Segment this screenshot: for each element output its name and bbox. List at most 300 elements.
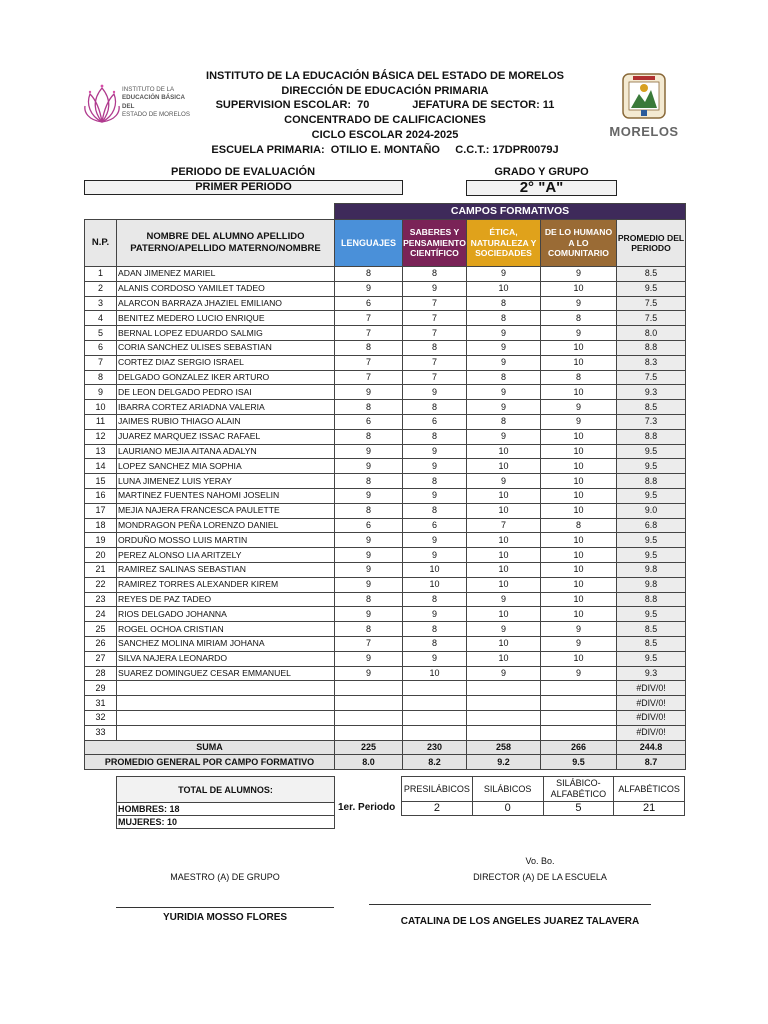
grade-saberes: 9 xyxy=(403,488,467,503)
grade-promedio: 8.5 xyxy=(617,636,686,651)
teacher-title: MAESTRO (A) DE GRUPO xyxy=(170,872,280,882)
student-name: DE LEON DELGADO PEDRO ISAI xyxy=(117,385,335,400)
row-number: 7 xyxy=(85,355,117,370)
grade-promedio: 8.8 xyxy=(617,429,686,444)
grade-saberes xyxy=(403,681,467,696)
school-cycle: CICLO ESCOLAR 2024-2025 xyxy=(311,128,459,141)
student-row xyxy=(85,311,686,326)
period-label: PERIODO DE EVALUACIÓN xyxy=(170,166,316,178)
student-row xyxy=(85,592,686,607)
grade-saberes: 10 xyxy=(403,562,467,577)
grade-etica: 9 xyxy=(467,666,541,681)
row-number: 22 xyxy=(85,577,117,592)
grade-promedio: 8.0 xyxy=(617,326,686,341)
grade-etica: 10 xyxy=(467,488,541,503)
grade-humano xyxy=(541,710,617,725)
grade-lenguajes: 8 xyxy=(335,400,403,415)
grade-promedio: 9.3 xyxy=(617,666,686,681)
director-name: CATALINA DE LOS ANGELES JUAREZ TALAVERA xyxy=(400,916,640,927)
level-silabicos-header: SILÁBICOS xyxy=(472,777,543,802)
grade-etica xyxy=(467,710,541,725)
reading-levels-table xyxy=(401,776,685,816)
grade-lenguajes xyxy=(335,725,403,740)
average-saberes: 8.2 xyxy=(403,755,467,770)
grade-promedio: 9.5 xyxy=(617,488,686,503)
student-row xyxy=(85,267,686,282)
teacher-signature-line xyxy=(116,907,334,908)
grade-saberes: 8 xyxy=(403,636,467,651)
student-name: ALARCON BARRAZA JHAZIEL EMILIANO xyxy=(117,296,335,311)
row-number: 5 xyxy=(85,326,117,341)
grade-etica xyxy=(467,696,541,711)
grade-promedio: 7.3 xyxy=(617,414,686,429)
row-number: 16 xyxy=(85,488,117,503)
row-number: 1 xyxy=(85,267,117,282)
student-row xyxy=(85,281,686,296)
grade-etica: 10 xyxy=(467,533,541,548)
row-number: 18 xyxy=(85,518,117,533)
grade-promedio: 8.5 xyxy=(617,400,686,415)
student-row xyxy=(85,488,686,503)
grade-promedio: 9.3 xyxy=(617,385,686,400)
student-name: MEJIA NAJERA FRANCESCA PAULETTE xyxy=(117,503,335,518)
period-value: PRIMER PERIODO xyxy=(84,180,403,195)
student-name: SANCHEZ MOLINA MIRIAM JOHANA xyxy=(117,636,335,651)
grade-humano: 10 xyxy=(541,281,617,296)
average-lenguajes: 8.0 xyxy=(335,755,403,770)
student-name: SILVA NAJERA LEONARDO xyxy=(117,651,335,666)
student-name: JAIMES RUBIO THIAGO ALAIN xyxy=(117,414,335,429)
group-label: GRADO Y GRUPO xyxy=(494,166,589,178)
document-title: CONCENTRADO DE CALIFICACIONES xyxy=(284,114,486,127)
grade-lenguajes: 8 xyxy=(335,622,403,637)
grade-promedio: 8.8 xyxy=(617,592,686,607)
grade-etica: 9 xyxy=(467,622,541,637)
student-name: PEREZ ALONSO LIA ARITZELY xyxy=(117,548,335,563)
student-row xyxy=(85,577,686,592)
sum-promedio: 244.8 xyxy=(617,740,686,755)
campos-formativos-header: CAMPOS FORMATIVOS xyxy=(335,204,686,220)
row-number: 24 xyxy=(85,607,117,622)
row-number: 27 xyxy=(85,651,117,666)
grade-saberes: 9 xyxy=(403,607,467,622)
average-promedio: 8.7 xyxy=(617,755,686,770)
grade-saberes: 9 xyxy=(403,385,467,400)
row-number: 23 xyxy=(85,592,117,607)
grade-humano xyxy=(541,696,617,711)
grade-humano: 9 xyxy=(541,666,617,681)
student-row xyxy=(85,518,686,533)
row-number: 10 xyxy=(85,400,117,415)
sum-row xyxy=(85,740,686,755)
director-title: DIRECTOR (A) DE LA ESCUELA xyxy=(473,872,607,882)
state-seal-icon xyxy=(621,72,667,122)
student-row xyxy=(85,474,686,489)
student-row xyxy=(85,296,686,311)
student-row xyxy=(85,370,686,385)
grade-promedio: 9.5 xyxy=(617,459,686,474)
grade-lenguajes: 9 xyxy=(335,651,403,666)
grade-saberes: 9 xyxy=(403,459,467,474)
grade-promedio: 8.5 xyxy=(617,267,686,282)
student-row xyxy=(85,355,686,370)
institute-title: INSTITUTO DE LA EDUCACIÓN BÁSICA DEL ESTADO DE MORELOS xyxy=(206,70,564,82)
grade-humano: 10 xyxy=(541,340,617,355)
grade-lenguajes: 8 xyxy=(335,592,403,607)
student-name xyxy=(117,681,335,696)
grade-humano: 10 xyxy=(541,651,617,666)
grade-etica: 8 xyxy=(467,370,541,385)
grade-etica: 8 xyxy=(467,296,541,311)
grade-promedio: 9.8 xyxy=(617,577,686,592)
row-number: 11 xyxy=(85,414,117,429)
grade-etica: 7 xyxy=(467,518,541,533)
grade-saberes: 7 xyxy=(403,370,467,385)
promedio-header: PROMEDIO DEL PERIODO xyxy=(617,220,686,267)
grade-saberes: 10 xyxy=(403,666,467,681)
student-row xyxy=(85,562,686,577)
student-name: SUAREZ DOMINGUEZ CESAR EMMANUEL xyxy=(117,666,335,681)
student-row xyxy=(85,385,686,400)
grade-lenguajes: 9 xyxy=(335,385,403,400)
direction-title: DIRECCIÓN DE EDUCACIÓN PRIMARIA xyxy=(281,84,489,97)
lotus-flower-icon xyxy=(84,82,120,126)
average-row xyxy=(85,755,686,770)
student-name: CORTEZ DIAZ SERGIO ISRAEL xyxy=(117,355,335,370)
grade-etica: 9 xyxy=(467,355,541,370)
grade-lenguajes: 8 xyxy=(335,474,403,489)
student-name: BENITEZ MEDERO LUCIO ENRIQUE xyxy=(117,311,335,326)
sum-saberes: 230 xyxy=(403,740,467,755)
grade-promedio: #DIV/0! xyxy=(617,725,686,740)
grade-promedio: 9.8 xyxy=(617,562,686,577)
average-label: PROMEDIO GENERAL POR CAMPO FORMATIVO xyxy=(85,755,335,770)
grade-promedio: 9.5 xyxy=(617,607,686,622)
student-row xyxy=(85,607,686,622)
student-name: RAMIREZ TORRES ALEXANDER KIREM xyxy=(117,577,335,592)
row-number: 15 xyxy=(85,474,117,489)
student-name: RIOS DELGADO JOHANNA xyxy=(117,607,335,622)
level-silabico-alfabetico-value: 5 xyxy=(543,802,614,816)
grade-saberes: 7 xyxy=(403,326,467,341)
grade-saberes: 9 xyxy=(403,533,467,548)
grade-saberes: 8 xyxy=(403,400,467,415)
logo-text-line: INSTITUTO DE LA xyxy=(122,86,175,93)
average-etica: 9.2 xyxy=(467,755,541,770)
grade-lenguajes: 9 xyxy=(335,444,403,459)
grade-promedio: 7.5 xyxy=(617,296,686,311)
grade-promedio: 8.8 xyxy=(617,340,686,355)
student-name: JUAREZ MARQUEZ ISSAC RAFAEL xyxy=(117,429,335,444)
grade-humano: 10 xyxy=(541,429,617,444)
row-number: 29 xyxy=(85,681,117,696)
row-number: 6 xyxy=(85,340,117,355)
grade-etica: 9 xyxy=(467,592,541,607)
student-row xyxy=(85,326,686,341)
morelos-logo xyxy=(606,72,682,144)
row-number: 14 xyxy=(85,459,117,474)
grade-etica: 10 xyxy=(467,577,541,592)
grade-etica: 10 xyxy=(467,503,541,518)
grade-lenguajes: 7 xyxy=(335,370,403,385)
grade-promedio: 9.0 xyxy=(617,503,686,518)
student-row xyxy=(85,400,686,415)
student-row xyxy=(85,622,686,637)
grade-lenguajes: 8 xyxy=(335,267,403,282)
grade-saberes: 7 xyxy=(403,296,467,311)
sum-humano: 266 xyxy=(541,740,617,755)
document-header xyxy=(160,69,610,157)
grade-saberes: 9 xyxy=(403,651,467,666)
grade-etica: 9 xyxy=(467,400,541,415)
grade-lenguajes: 7 xyxy=(335,636,403,651)
grade-humano: 9 xyxy=(541,636,617,651)
grade-lenguajes: 6 xyxy=(335,296,403,311)
grade-lenguajes xyxy=(335,681,403,696)
grade-saberes xyxy=(403,725,467,740)
grade-promedio: #DIV/0! xyxy=(617,681,686,696)
grade-humano: 8 xyxy=(541,311,617,326)
blank-header-cell xyxy=(85,204,335,220)
grade-lenguajes: 9 xyxy=(335,548,403,563)
np-header: N.P. xyxy=(85,220,117,267)
grade-lenguajes xyxy=(335,710,403,725)
grade-etica: 10 xyxy=(467,607,541,622)
level-alfabeticos-header: ALFABÉTICOS xyxy=(614,777,685,802)
vobo-label: Vo. Bo. xyxy=(525,856,555,866)
grade-etica: 9 xyxy=(467,326,541,341)
grade-saberes: 8 xyxy=(403,267,467,282)
student-row xyxy=(85,444,686,459)
grade-promedio: 6.8 xyxy=(617,518,686,533)
row-number: 31 xyxy=(85,696,117,711)
grade-lenguajes: 7 xyxy=(335,311,403,326)
student-row xyxy=(85,666,686,681)
row-number: 12 xyxy=(85,429,117,444)
grade-lenguajes: 9 xyxy=(335,607,403,622)
grade-saberes: 6 xyxy=(403,414,467,429)
grade-promedio: #DIV/0! xyxy=(617,696,686,711)
grade-promedio: 8.8 xyxy=(617,474,686,489)
grade-etica: 10 xyxy=(467,281,541,296)
grade-saberes: 7 xyxy=(403,355,467,370)
grades-table xyxy=(84,203,686,770)
grade-etica: 9 xyxy=(467,385,541,400)
group-value: 2° "A" xyxy=(466,180,617,196)
grade-lenguajes: 8 xyxy=(335,503,403,518)
grade-lenguajes: 7 xyxy=(335,326,403,341)
row-number: 13 xyxy=(85,444,117,459)
student-name xyxy=(117,696,335,711)
lenguajes-header: LENGUAJES xyxy=(335,220,403,267)
student-name: REYES DE PAZ TADEO xyxy=(117,592,335,607)
grade-saberes: 8 xyxy=(403,474,467,489)
grade-humano: 10 xyxy=(541,385,617,400)
grade-etica: 9 xyxy=(467,474,541,489)
grade-lenguajes: 9 xyxy=(335,488,403,503)
grade-lenguajes: 9 xyxy=(335,533,403,548)
student-row xyxy=(85,340,686,355)
total-students-label: TOTAL DE ALUMNOS: xyxy=(117,777,335,803)
row-number: 3 xyxy=(85,296,117,311)
student-row xyxy=(85,696,686,711)
student-name-header: NOMBRE DEL ALUMNO APELLIDO PATERNO/APELLIDO MATERNO/NOMBRE xyxy=(117,220,335,267)
average-humano: 9.5 xyxy=(541,755,617,770)
student-row xyxy=(85,710,686,725)
student-row xyxy=(85,636,686,651)
grade-lenguajes: 8 xyxy=(335,429,403,444)
grade-saberes: 8 xyxy=(403,429,467,444)
etica-header: ÉTICA, NATURALEZA Y SOCIEDADES xyxy=(467,220,541,267)
student-name: RAMIREZ SALINAS SEBASTIAN xyxy=(117,562,335,577)
grade-humano: 10 xyxy=(541,355,617,370)
grade-lenguajes: 6 xyxy=(335,518,403,533)
grade-humano: 10 xyxy=(541,607,617,622)
level-presilabicos-header: PRESILÁBICOS xyxy=(402,777,473,802)
grade-humano: 9 xyxy=(541,267,617,282)
grade-promedio: 9.5 xyxy=(617,281,686,296)
row-number: 21 xyxy=(85,562,117,577)
student-name: IBARRA CORTEZ ARIADNA VALERIA xyxy=(117,400,335,415)
grade-humano: 10 xyxy=(541,444,617,459)
row-number: 28 xyxy=(85,666,117,681)
student-name: ADAN JIMENEZ MARIEL xyxy=(117,267,335,282)
grade-saberes: 8 xyxy=(403,592,467,607)
grade-etica: 10 xyxy=(467,444,541,459)
student-row xyxy=(85,725,686,740)
grade-lenguajes: 9 xyxy=(335,281,403,296)
school-line: ESCUELA PRIMARIA: OTILIO E. MONTAÑO C.C.T.: 17DPR0079J xyxy=(211,143,559,156)
grade-humano: 10 xyxy=(541,592,617,607)
state-name: MORELOS xyxy=(609,124,679,139)
grade-etica: 10 xyxy=(467,459,541,474)
grade-humano xyxy=(541,681,617,696)
grade-promedio: 8.5 xyxy=(617,622,686,637)
row-number: 33 xyxy=(85,725,117,740)
row-number: 9 xyxy=(85,385,117,400)
grade-lenguajes: 9 xyxy=(335,577,403,592)
grade-lenguajes: 9 xyxy=(335,459,403,474)
grade-lenguajes: 8 xyxy=(335,340,403,355)
grade-etica xyxy=(467,681,541,696)
humano-header: DE LO HUMANO A LO COMUNITARIO xyxy=(541,220,617,267)
level-silabicos-value: 0 xyxy=(472,802,543,816)
grade-promedio: 8.3 xyxy=(617,355,686,370)
grade-humano: 8 xyxy=(541,370,617,385)
grade-lenguajes: 7 xyxy=(335,355,403,370)
grade-humano: 10 xyxy=(541,488,617,503)
grade-etica: 8 xyxy=(467,414,541,429)
grade-humano: 9 xyxy=(541,414,617,429)
grade-etica: 8 xyxy=(467,311,541,326)
grade-etica: 10 xyxy=(467,562,541,577)
grade-humano: 9 xyxy=(541,326,617,341)
student-row xyxy=(85,459,686,474)
level-silabico-alfabetico-header: SILÁBICO-ALFABÉTICO xyxy=(543,777,614,802)
grade-saberes: 8 xyxy=(403,340,467,355)
grade-humano: 10 xyxy=(541,577,617,592)
sum-label: SUMA xyxy=(85,740,335,755)
grade-humano: 10 xyxy=(541,474,617,489)
student-name xyxy=(117,725,335,740)
supervision-line: SUPERVISION ESCOLAR: 70 JEFATURA DE SECTOR: 11 xyxy=(215,99,555,112)
grade-humano: 9 xyxy=(541,296,617,311)
director-signature-line xyxy=(369,904,651,905)
student-name: DELGADO GONZALEZ IKER ARTURO xyxy=(117,370,335,385)
grade-saberes: 9 xyxy=(403,281,467,296)
grade-promedio: 9.5 xyxy=(617,548,686,563)
grade-etica: 9 xyxy=(467,429,541,444)
grade-saberes: 8 xyxy=(403,622,467,637)
student-row xyxy=(85,503,686,518)
grade-humano: 8 xyxy=(541,518,617,533)
logo-text-line: ESTADO DE MORELOS xyxy=(122,111,190,119)
grade-humano: 9 xyxy=(541,622,617,637)
student-row xyxy=(85,429,686,444)
row-number: 8 xyxy=(85,370,117,385)
student-name: MARTINEZ FUENTES NAHOMI JOSELIN xyxy=(117,488,335,503)
teacher-name: YURIDIA MOSSO FLORES xyxy=(162,912,288,923)
grade-saberes: 9 xyxy=(403,548,467,563)
grade-humano: 10 xyxy=(541,503,617,518)
grade-saberes xyxy=(403,696,467,711)
student-name: CORIA SANCHEZ ULISES SEBASTIAN xyxy=(117,340,335,355)
grade-saberes: 8 xyxy=(403,503,467,518)
row-number: 26 xyxy=(85,636,117,651)
grade-saberes: 6 xyxy=(403,518,467,533)
grade-humano: 10 xyxy=(541,548,617,563)
student-row xyxy=(85,533,686,548)
grade-humano: 10 xyxy=(541,533,617,548)
student-name xyxy=(117,710,335,725)
grade-saberes: 7 xyxy=(403,311,467,326)
row-number: 2 xyxy=(85,281,117,296)
grade-promedio: 7.5 xyxy=(617,370,686,385)
grade-etica: 10 xyxy=(467,548,541,563)
grade-humano: 10 xyxy=(541,562,617,577)
grade-saberes: 10 xyxy=(403,577,467,592)
student-name: ORDUÑO MOSSO LUIS MARTIN xyxy=(117,533,335,548)
male-count: HOMBRES: 18 xyxy=(117,803,335,816)
row-number: 19 xyxy=(85,533,117,548)
student-row xyxy=(85,548,686,563)
grade-etica: 10 xyxy=(467,651,541,666)
grade-promedio: 7.5 xyxy=(617,311,686,326)
student-name: LOPEZ SANCHEZ MIA SOPHIA xyxy=(117,459,335,474)
grade-lenguajes: 9 xyxy=(335,562,403,577)
sum-lenguajes: 225 xyxy=(335,740,403,755)
row-number: 20 xyxy=(85,548,117,563)
grade-etica xyxy=(467,725,541,740)
level-alfabeticos-value: 21 xyxy=(614,802,685,816)
row-number: 32 xyxy=(85,710,117,725)
grade-lenguajes: 6 xyxy=(335,414,403,429)
grade-etica: 9 xyxy=(467,267,541,282)
student-name: LAURIANO MEJIA AITANA ADALYN xyxy=(117,444,335,459)
student-name: ROGEL OCHOA CRISTIAN xyxy=(117,622,335,637)
grade-humano: 9 xyxy=(541,400,617,415)
sum-etica: 258 xyxy=(467,740,541,755)
grade-etica: 10 xyxy=(467,636,541,651)
student-name: MONDRAGON PEÑA LORENZO DANIEL xyxy=(117,518,335,533)
grade-humano xyxy=(541,725,617,740)
student-name: LUNA JIMENEZ LUIS YERAY xyxy=(117,474,335,489)
grade-etica: 9 xyxy=(467,340,541,355)
grade-saberes xyxy=(403,710,467,725)
female-count: MUJERES: 10 xyxy=(117,816,335,829)
student-name: BERNAL LOPEZ EDUARDO SALMIG xyxy=(117,326,335,341)
student-row xyxy=(85,651,686,666)
